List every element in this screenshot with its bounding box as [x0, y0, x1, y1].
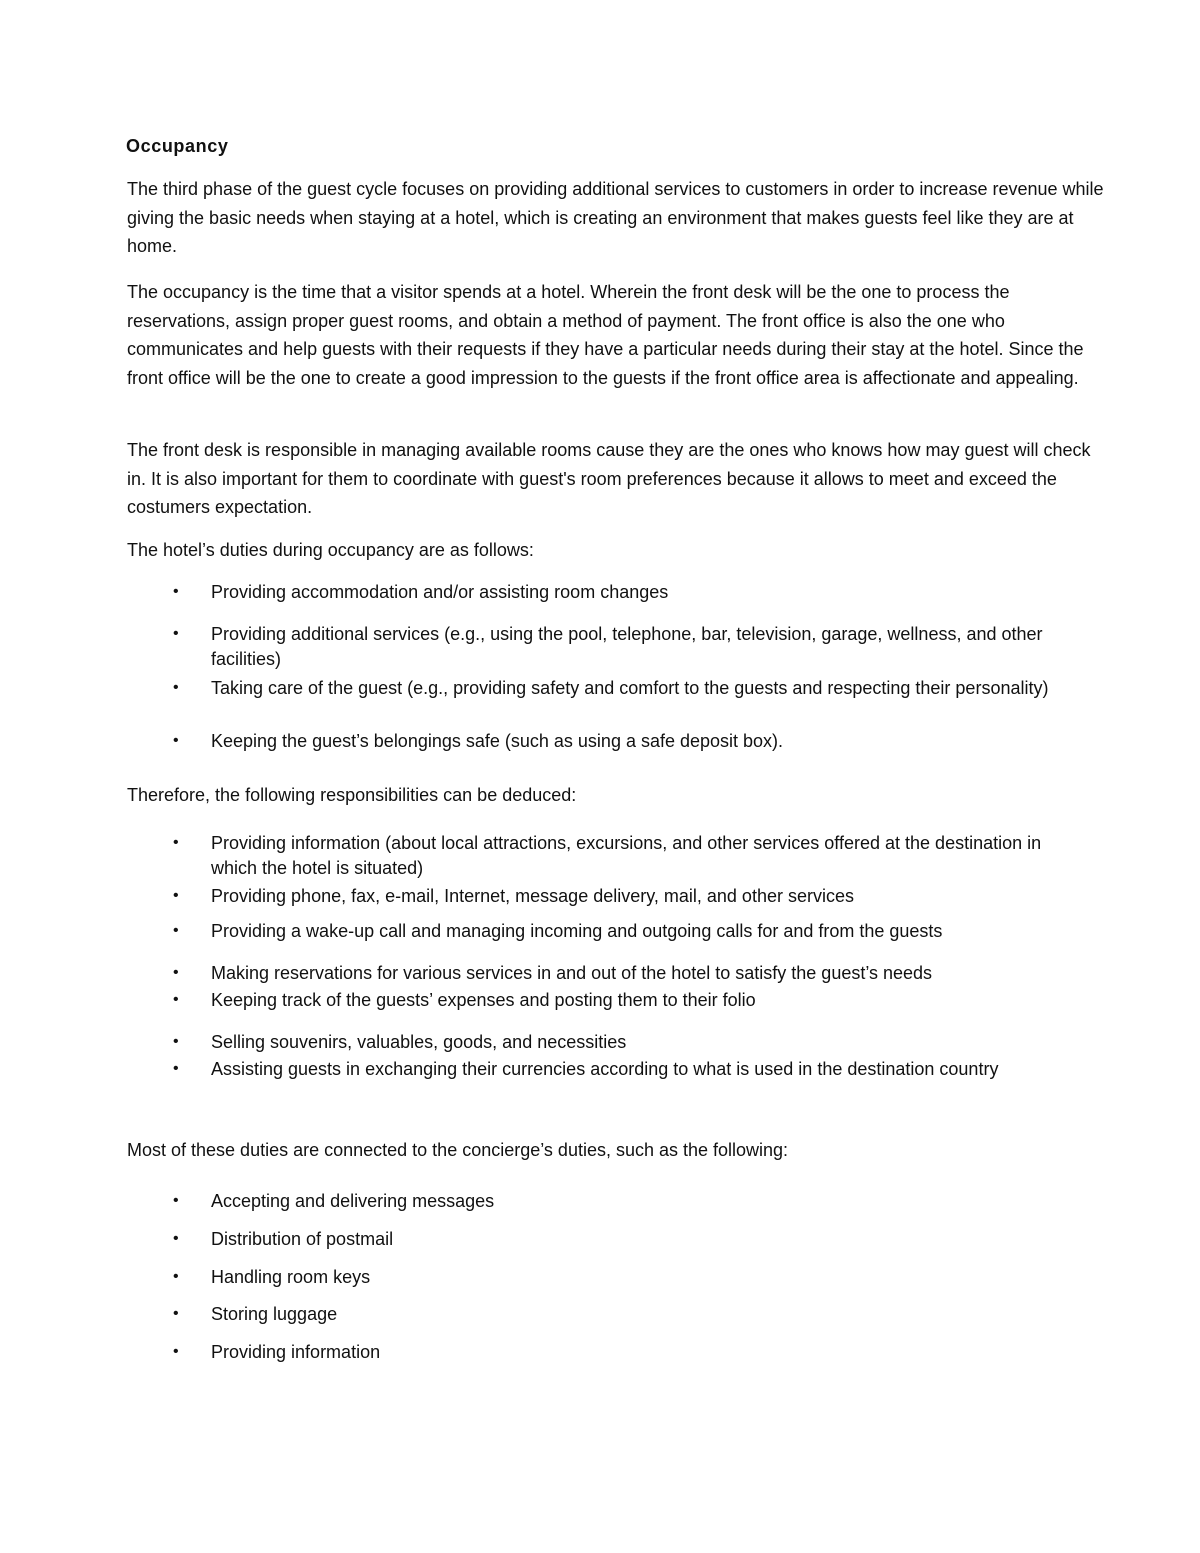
paragraph-occupancy-definition: The occupancy is the time that a visitor spends at a hotel. Wherein the front desk will be the one to process the reservations, assign proper guest rooms, and obtain a method of payment. The front office is also the one who communicates and help guests with their requests if they have a particular needs during their stay at the hotel. Since the front office will be the one to create a good impression to the guests if the front office area is affectionate and appealing.	[127, 282, 1084, 388]
list-item-text: Keeping track of the guests’ expenses and posting them to their folio	[211, 990, 756, 1010]
bullet-icon: •	[173, 964, 179, 981]
page-title: Occupancy	[126, 136, 229, 156]
responsibilities-intro: Therefore, the following responsibilities can be deduced:	[127, 785, 577, 805]
list-item-text: Taking care of the guest (e.g., providing safety and comfort to the guests and respecting their personality)	[211, 678, 1049, 698]
bullet-icon: •	[173, 1060, 179, 1077]
bullet-icon: •	[173, 922, 179, 939]
paragraph-front-desk: The front desk is responsible in managing available rooms cause they are the ones who knows how may guest will check in. It is also important for them to coordinate with guest's room preferences because it allows to meet and exceed the costumers expectation.	[127, 440, 1091, 517]
bullet-icon: •	[173, 834, 179, 851]
bullet-icon: •	[173, 732, 179, 749]
bullet-icon: •	[173, 679, 179, 696]
list-item-text: Providing accommodation and/or assisting room changes	[211, 582, 669, 602]
list-item-text: Providing information (about local attractions, excursions, and other services offered at the destination in which the hotel is situated)	[211, 833, 1042, 878]
paragraph-third-phase: The third phase of the guest cycle focuses on providing additional services to customers in order to increase revenue while giving the basic needs when staying at a hotel, which is creating an environment that makes guests feel like they are at home.	[127, 179, 1104, 256]
bullet-icon: •	[173, 583, 179, 600]
bullet-icon: •	[173, 1192, 179, 1209]
bullet-icon: •	[173, 1033, 179, 1050]
list-item-text: Providing phone, fax, e-mail, Internet, message delivery, mail, and other services	[211, 886, 854, 906]
bullet-icon: •	[173, 1305, 179, 1322]
bullet-icon: •	[173, 1230, 179, 1247]
list-item-text: Providing information	[211, 1342, 381, 1362]
bullet-icon: •	[173, 1343, 179, 1360]
list-item-text: Storing luggage	[211, 1304, 338, 1324]
concierge-intro: Most of these duties are connected to the concierge’s duties, such as the following:	[127, 1140, 789, 1160]
list-item-text: Assisting guests in exchanging their currencies according to what is used in the destination country	[211, 1059, 999, 1079]
list-item-text: Selling souvenirs, valuables, goods, and necessities	[211, 1032, 627, 1052]
list-item-text: Handling room keys	[211, 1267, 371, 1287]
bullet-icon: •	[173, 625, 179, 642]
list-item-text: Accepting and delivering messages	[211, 1191, 495, 1211]
list-item-text: Keeping the guest’s belongings safe (such as using a safe deposit box).	[211, 731, 784, 751]
list-item-text: Making reservations for various services in and out of the hotel to satisfy the guest’s needs	[211, 963, 933, 983]
bullet-icon: •	[173, 887, 179, 904]
bullet-icon: •	[173, 1268, 179, 1285]
list-item-text: Providing a wake-up call and managing incoming and outgoing calls for and from the guests	[211, 921, 943, 941]
bullet-icon: •	[173, 991, 179, 1008]
list-item-text: Distribution of postmail	[211, 1229, 394, 1249]
list-item-text: Providing additional services (e.g., using the pool, telephone, bar, television, garage, wellness, and other facilities)	[211, 624, 1043, 669]
duties-intro: The hotel’s duties during occupancy are as follows:	[127, 540, 534, 560]
